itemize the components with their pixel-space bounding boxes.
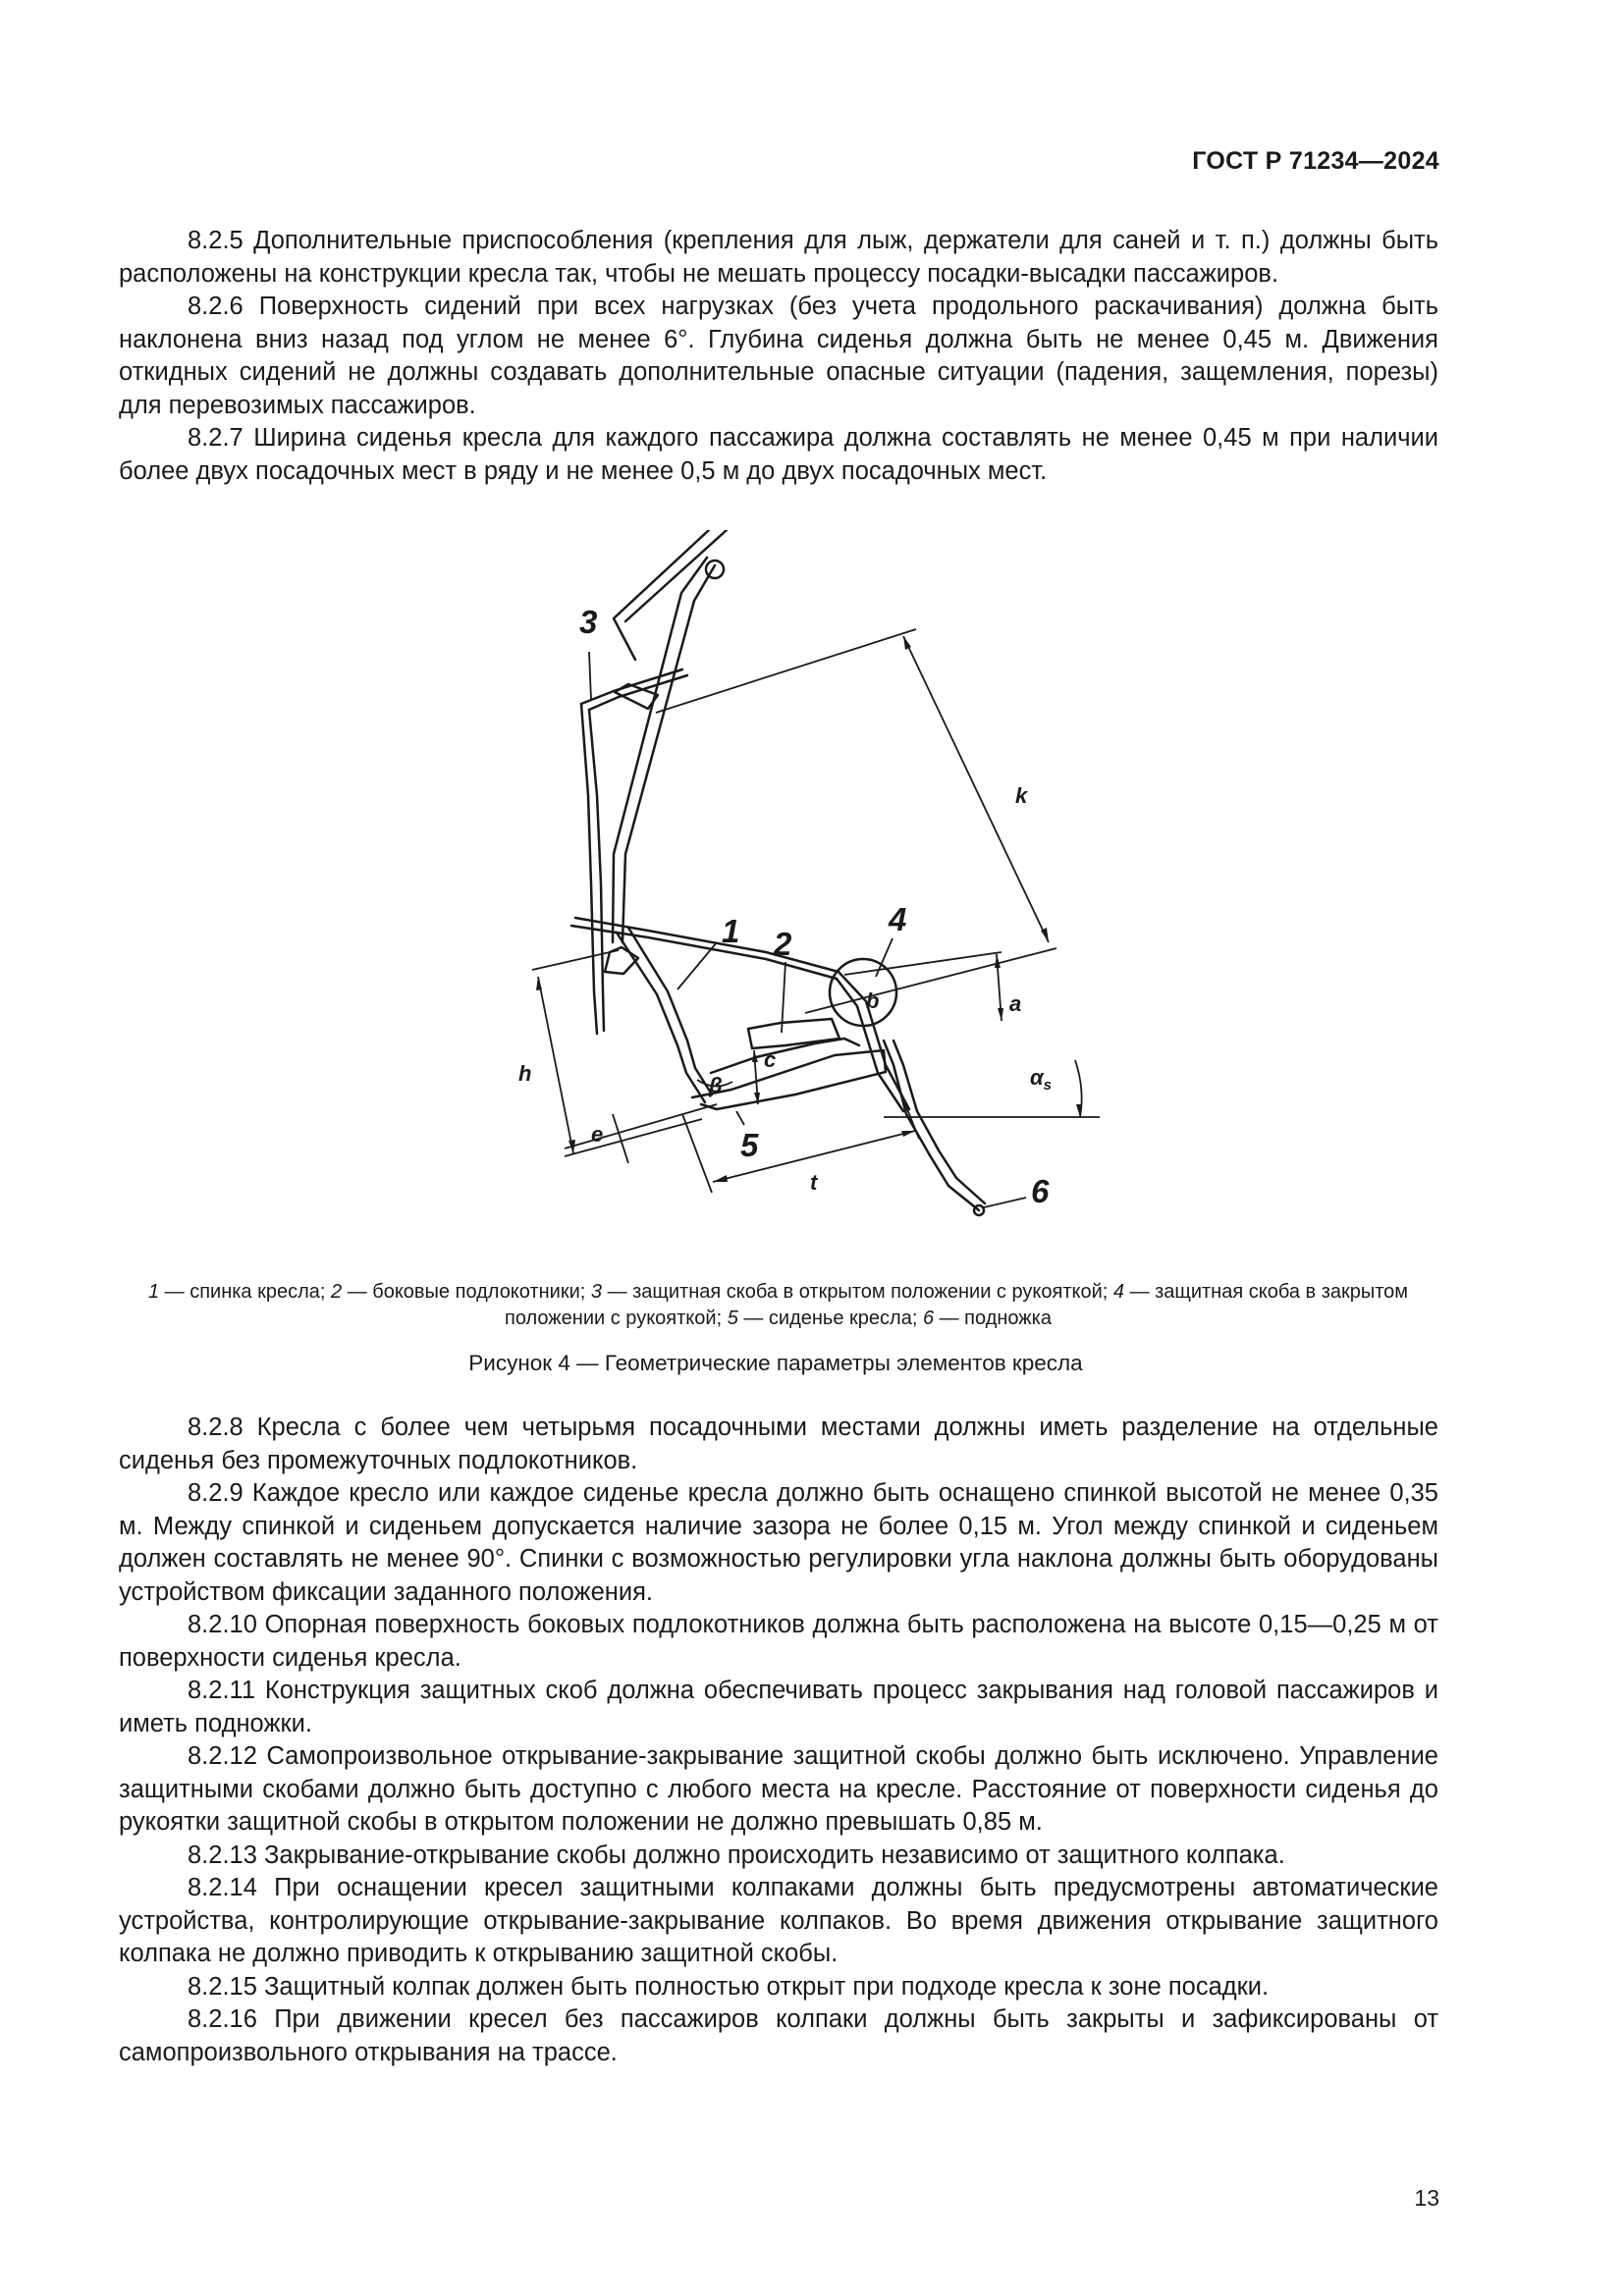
paragraph-8-2-10: 8.2.10 Опорная поверхность боковых подлокотников должна быть расположена на высоте 0,15—0,25 м от поверхности сиденья кресла. (119, 1611, 1438, 1672)
dim-h-line (538, 977, 573, 1153)
figure-legend (113, 1279, 1443, 1332)
paragraph-8-2-14: 8.2.14 При оснащении кресел защитными колпаками должны быть предусмотрены автоматические устройства, контролирующие открывание-закрывание колпаков. Во время движения открывание защитного колпака не должно приводить к открыванию защитной скобы. (119, 1874, 1438, 1967)
document-standard-header: ГОСТ Р 71234—2024 (1192, 147, 1439, 175)
label-k: k (1015, 783, 1028, 808)
paragraph-8-2-8: 8.2.8 Кресла с более чем четырьмя посадочными местами должны иметь разделение на отдельные сиденья без промежуточных подлокотников. (119, 1414, 1438, 1474)
paragraph-8-2-13: 8.2.13 Закрывание-открывание скобы должно происходить независимо от защитного колпака. (188, 1841, 1285, 1869)
leader-6 (984, 1198, 1026, 1207)
legend-item-4: 4 — защитная скоба в закрытом положении с рукояткой; (505, 1281, 1409, 1329)
label-h: h (518, 1061, 532, 1086)
paragraph-8-2-15: 8.2.15 Защитный колпак должен быть полностью открыт при подходе кресла к зоне посадки. (188, 1972, 1270, 2001)
dim-k-ext-top (656, 629, 916, 713)
leader-3 (589, 652, 591, 700)
label-b: b (866, 988, 880, 1013)
dim-e-ext (565, 1119, 702, 1156)
paragraph-8-2-12: 8.2.12 Самопроизвольное открывание-закрывание защитной скобы должно быть исключено. Управление защитными скобами должно быть доступно с любого места на кресле. Расстояние от поверхности сиденья до рукоятки защитной скобы в открытом положении не должно превышать 0,85 м. (119, 1742, 1438, 1836)
legend-item-2: 2 — боковые подлокотники; (331, 1281, 591, 1303)
open-safety-bar (581, 704, 604, 1034)
dim-t-ext-left (682, 1114, 712, 1193)
page-number: 13 (1414, 2185, 1439, 2211)
dim-e-line (613, 1114, 628, 1163)
paragraph-8-2-7: 8.2.7 Ширина сиденья кресла для каждого пассажира должна составлять не менее 0,45 м при наличии более двух посадочных мест в ряду и не менее 0,5 м до двух посадочных мест. (119, 424, 1438, 485)
label-beta: β (709, 1073, 723, 1097)
label-e: e (591, 1122, 604, 1147)
label-c: c (764, 1047, 777, 1072)
dim-h-ext-bottom (565, 1104, 717, 1148)
chair-diagram-svg (491, 530, 1119, 1247)
label-1: 1 (722, 913, 740, 949)
paragraph-8-2-5: 8.2.5 Дополнительные приспособления (крепления для лыж, держатели для саней и т. п.) должны быть расположены на конструкции кресла так, чтобы не мешать процессу посадки-высадки пассажиров. (119, 227, 1438, 288)
paragraph-8-2-6: 8.2.6 Поверхность сидений при всех нагрузках (без учета продольного раскачивания) должна быть наклонена вниз назад под углом не менее 6°. Глубина сиденья должна быть не менее 0,45 м. Движения откидных сидений не должны создавать дополнительные опасные ситуации (падения, защемления, порезы) для перевозимых пассажиров. (119, 293, 1438, 419)
hanger-arm (613, 530, 727, 942)
figure-4-chair-diagram (491, 530, 1119, 1247)
label-2: 2 (774, 926, 792, 962)
armrest-block (748, 1019, 839, 1048)
leader-5 (736, 1111, 744, 1125)
label-4: 4 (889, 901, 907, 937)
label-6: 6 (1031, 1173, 1050, 1209)
dim-a-ext (844, 952, 1001, 975)
backrest-bracket (605, 947, 638, 974)
figure-caption: Рисунок 4 — Геометрические параметры элементов кресла (468, 1351, 1083, 1375)
text-block-bottom (119, 1412, 1438, 2069)
paragraph-8-2-11: 8.2.11 Конструкция защитных скоб должна обеспечивать процесс закрывания над головой пассажиров и иметь подножки. (119, 1677, 1438, 1737)
paragraph-8-2-9: 8.2.9 Каждое кресло или каждое сиденье кресла должно быть оснащено спинкой высотой не менее 0,35 м. Между спинкой и сиденьем допускается наличие зазора не более 0,15 м. Угол между спинкой и сиденьем должен составлять не менее 90°. Спинки с возможностью регулировки угла наклона должны быть оборудованы устройством фиксации заданного положения. (119, 1479, 1438, 1606)
legend-item-3: 3 — защитная скоба в открытом положении с рукояткой; (590, 1281, 1113, 1303)
legend-item-6: 6 — подножка (922, 1308, 1052, 1329)
legend-item-5: 5 — сиденье кресла; (727, 1308, 923, 1329)
arrow-t-left (713, 1175, 728, 1182)
armrest-rail (571, 918, 839, 979)
text-block-top (119, 225, 1438, 488)
arrow-k-top (903, 636, 911, 650)
label-t: t (810, 1170, 818, 1195)
open-safety-bar-top (581, 669, 687, 710)
label-a: a (1009, 991, 1022, 1016)
paragraph-8-2-16: 8.2.16 При движении кресел без пассажиров колпаки должны быть закрыты и зафиксированы от самопроизвольного открывания на трассе. (119, 2005, 1438, 2066)
hanger-arm-end (706, 561, 724, 578)
label-3: 3 (579, 604, 598, 640)
footrest-bar (884, 1041, 985, 1210)
label-5: 5 (740, 1127, 759, 1163)
label-alpha-s: $\alpha_s$ (1030, 1065, 1052, 1094)
arrow-t-right (901, 1131, 915, 1137)
leader-1 (677, 942, 717, 989)
legend-item-1: 1 — спинка кресла; (147, 1281, 332, 1303)
